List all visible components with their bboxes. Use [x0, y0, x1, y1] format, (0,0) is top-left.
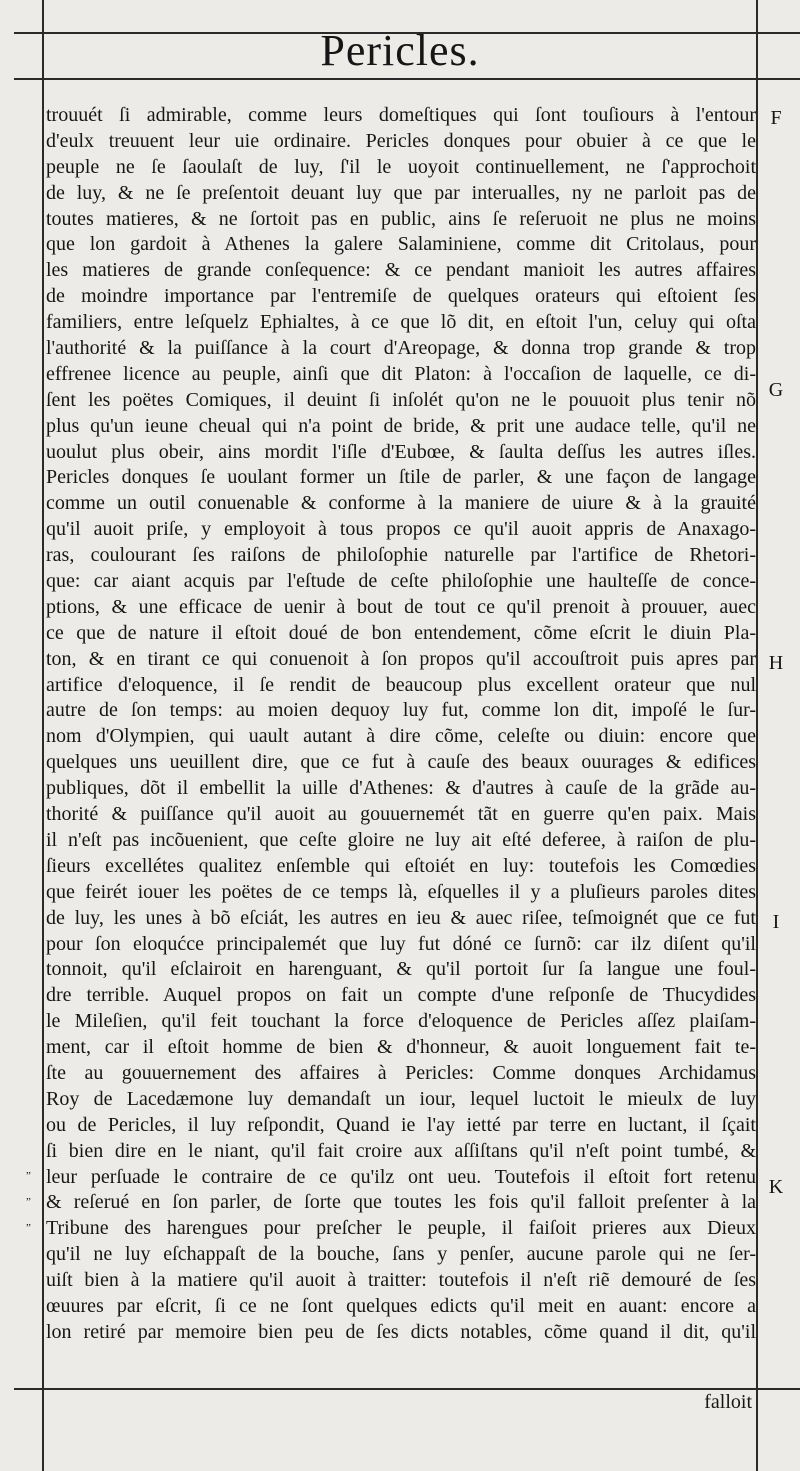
text-line: nom d'Olympien, qui uault autant à dire cõme, celeſte ou diuin: encore que	[46, 725, 756, 748]
text-line: plus qu'un ieune cheual qui n'a point de bride, & prit une audace telle, qu'il ne	[46, 414, 756, 437]
text-line: ras, coulourant ſes raiſons de philoſophie naturelle par l'artifice de Rhetori-	[46, 544, 756, 567]
text-line: toutes matieres, & ne ſortoit pas en public, ains ſe reſeruoit ne plus ne moins	[46, 207, 756, 230]
margin-letter-h: H	[768, 652, 784, 674]
text-line: de luy, les unes à bõ eſciát, les autres en ieu & auec riſee, teſmoignét que ce fut	[46, 906, 756, 929]
text-line: ou de Pericles, il luy reſpondit, Quand ie l'ay ietté par terre en luctant, il ſçait	[46, 1113, 756, 1136]
text-line: pour ſon eloqućce principalemét que luy fut dóné ce ſurnõ: car ilz diſent qu'il	[46, 932, 756, 955]
bottom-frame-rule	[14, 1388, 800, 1390]
text-line: ſent les poëtes Comiques, il deuint ſi inſolét qu'on ne le pouuoit plus tenir nõ	[46, 388, 756, 411]
text-line: l'authorité & la puiſſance à la court d'Areopage, & donna trop grande & trop	[46, 337, 756, 360]
text-line: que: car aiant acquis par l'eſtude de ceſte philoſophie une haulteſſe de conce-	[46, 570, 756, 593]
text-line: ſte au gouuernement des affaires à Pericles: Comme donques Archidamus	[46, 1061, 756, 1084]
text-line: comme un outil conuenable & conforme à la maniere de uiure & à la grauité	[46, 492, 756, 515]
text-line: de luy, & ne ſe preſentoit deuant luy que par interualles, ny ne parloit pas de	[46, 181, 756, 204]
text-line: uiſt bien à la matiere qu'il auoit à traitter: toutefois il n'eſt riẽ demouré de ſes	[46, 1269, 756, 1292]
text-line: d'eulx treuuent leur uie ordinaire. Pericles donques pour obuier à ce que le	[46, 129, 756, 152]
text-line: thorité & puiſſance qu'il auoit au gouuernemét tãt en guerre qu'en paix. Mais	[46, 803, 756, 826]
text-line: leur perſuade le contraire de ce qu'ilz ont ueu. Toutefois il eſtoit fort retenu	[46, 1165, 756, 1188]
text-line: familiers, entre leſquelz Ephialtes, à ce que lõ dit, en eſtoit l'un, celuy qui oſta	[46, 311, 756, 334]
margin-letter-k: K	[768, 1176, 784, 1198]
text-line: ment, car il eſtoit homme de bien & d'honneur, & auoit longuement fait te-	[46, 1036, 756, 1059]
text-line: qu'il ne luy eſchappaſt de la bouche, ſans y penſer, aucune parole qui ne ſer-	[46, 1243, 756, 1266]
margin-letter-i: I	[772, 911, 780, 933]
text-line: effrenee licence au peuple, ainſi que dit Platon: à l'occaſion de laquelle, ce di-	[46, 362, 756, 385]
text-line: Tribune des harengues pour preſcher le peuple, il faiſoit prieres aux Dieux	[46, 1217, 756, 1240]
quotation-mark: „	[26, 1164, 31, 1176]
text-line: que lon gardoit à Athenes la galere Salaminiene, comme dit Critolaus, pour	[46, 233, 756, 256]
text-line: il n'eſt pas incõuenient, que ceſte gloire ne luy ait eſté deferee, à raiſon de plu-	[46, 828, 756, 851]
text-line: trouuét ſi admirable, comme leurs domeſtiques qui ſont touſiours à l'entour	[46, 104, 756, 126]
text-line: les matieres de grande conſequence: & ce pendant manioit les autres affaires	[46, 259, 756, 282]
text-line: ſi bien dire en le niant, qu'il fait croire aux aſſiſtans qu'il n'eſt point tumbé, &	[46, 1139, 756, 1162]
text-line: de moindre importance par l'entremiſe de quelques orateurs qui eſtoient ſes	[46, 285, 756, 308]
margin-letter-f: F	[770, 107, 782, 129]
text-line: que feirét iouer les poëtes de ce temps là, eſquelles il y a pluſieurs paroles dites	[46, 880, 756, 903]
text-line: dre terrible. Auquel propos on fait un compte d'une reſponſe de Thucydides	[46, 984, 756, 1007]
left-margin-rule	[42, 0, 44, 1471]
text-line: lon retiré par memoire bien peu de ſes dicts notables, cõme quand il dit, qu'il	[46, 1320, 756, 1343]
text-line: ſieurs excellétes qualitez enſemble qui eſtoiét en luy: toutefois les Comœdies	[46, 854, 756, 877]
text-line: Roy de Lacedæmone luy demandaſt un iour, lequel luctoit le mieulx de luy	[46, 1087, 756, 1110]
text-line: qu'il auoit priſe, y employoit à tous propos ce qu'il auoit appris de Anaxago-	[46, 518, 756, 541]
text-line: ptions, & une efficace de uenir à bout de tout ce qu'il prenoit à prouuer, auec	[46, 595, 756, 618]
quotation-mark: „	[26, 1216, 31, 1228]
text-line: publiques, dõt il embellit la uille d'Athenes: & d'autres à cauſe de la grãde au-	[46, 777, 756, 800]
body-text	[46, 103, 756, 1346]
text-line: artifice d'eloquence, il ſe rendit de beaucoup plus excellent orateur que nul	[46, 673, 756, 696]
text-line: uoulut plus obeir, ains mordit l'iſle d'Eubœe, & ſaulta deſſus les autres iſles.	[46, 440, 756, 463]
margin-letter-g: G	[768, 379, 784, 401]
catchword: falloit	[704, 1391, 752, 1413]
text-line: quelques uns ueuillent dire, que ce fut à cauſe des beaux ouurages & edifices	[46, 751, 756, 774]
text-line: peuple ne ſe ſaoulaſt de luy, ſ'il le uoyoit continuellement, ne ſ'approchoit	[46, 155, 756, 178]
text-line: tonnoit, qu'il eſclairoit en harenguant, & qu'il portoit ſur ſa langue une foul-	[46, 958, 756, 981]
text-line: & reſerué en ſon parler, de ſorte que toutes les fois qu'il falloit preſenter à la	[46, 1191, 756, 1214]
text-line: autre de ſon temps: au moien dequoy luy fut, comme lon dit, impoſé le ſur-	[46, 699, 756, 722]
text-line: ton, & en tirant ce qui conuenoit à ſon propos qu'il accouſtroit puis apres par	[46, 647, 756, 670]
text-line: le Mileſien, qu'il feit touchant la force d'eloquence de Pericles aſſez plaiſam-	[46, 1010, 756, 1033]
quotation-mark: „	[26, 1190, 31, 1202]
text-line: ce que de nature il eſtoit doué de bon entendement, cõme eſcrit le diuin Pla-	[46, 621, 756, 644]
text-line: Pericles donques ſe uoulant former un ſtile de parler, & une façon de langage	[46, 466, 756, 489]
running-title: Pericles.	[320, 26, 480, 75]
right-margin-rule	[756, 0, 758, 1471]
text-line: œuures par eſcrit, ſi ce ne ſont quelques edicts qu'il meit en auant: encore a	[46, 1294, 756, 1317]
